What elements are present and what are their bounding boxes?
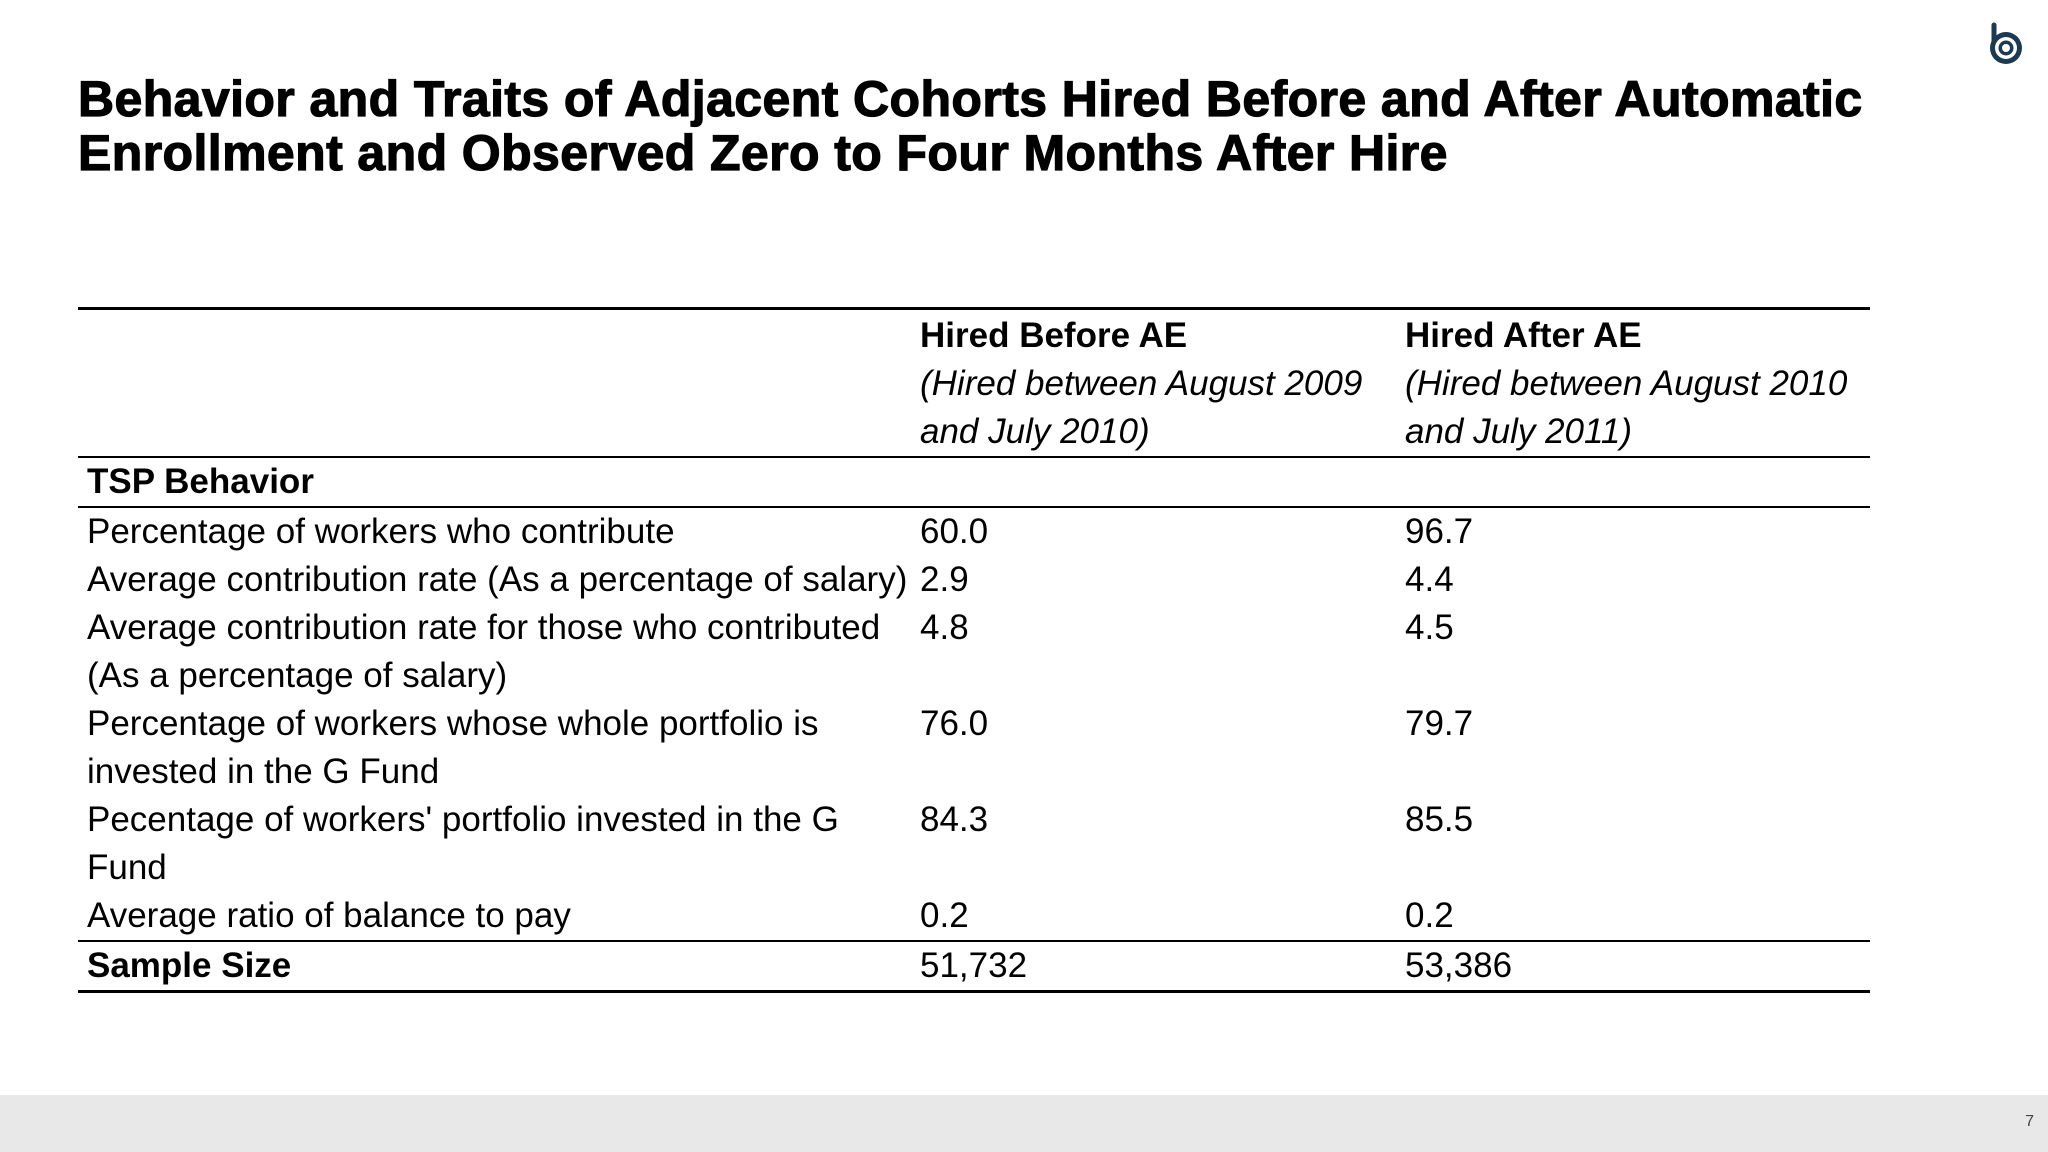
table-row [78,892,1870,941]
header-hired-before-subtitle: (Hired between August 2009 and July 2010) [920,364,1363,451]
row-value-after: 79.7 [1405,704,1474,743]
section-label: TSP Behavior [87,462,314,501]
header-hired-before [920,309,1405,458]
header-empty-cell [78,309,920,458]
brand-logo-icon [1986,22,2026,66]
row-value-before: 60.0 [920,512,989,551]
header-hired-after [1405,309,1870,458]
results-table [78,307,1870,993]
row-label: Percentage of workers who contribute [87,512,675,551]
sample-size-row [78,941,1870,992]
table-header-row [78,309,1870,458]
row-label: Average ratio of balance to pay [87,896,571,935]
row-value-before: 84.3 [920,800,989,839]
table-row [78,796,1870,892]
row-value-after: 85.5 [1405,800,1474,839]
row-label: Average contribution rate for those who contributed (As a percentage of salary) [87,608,881,695]
sample-size-before: 51,732 [920,946,1028,985]
table-row [78,556,1870,604]
row-value-before: 4.8 [920,608,969,647]
row-value-after: 4.5 [1405,608,1454,647]
row-value-after: 0.2 [1405,896,1454,935]
row-label: Percentage of workers whose whole portfolio is invested in the G Fund [87,704,819,791]
row-value-before: 76.0 [920,704,989,743]
row-value-after: 4.4 [1405,560,1454,599]
table-row [78,700,1870,796]
header-hired-after-subtitle: (Hired between August 2010 and July 2011) [1405,364,1848,451]
header-hired-before-title: Hired Before AE [920,316,1188,355]
table-row [78,507,1870,556]
footer-bar [0,1095,2048,1152]
sample-size-after: 53,386 [1405,946,1513,985]
row-value-before: 0.2 [920,896,969,935]
row-label: Average contribution rate (As a percentage of salary) [87,560,908,599]
section-row [78,457,1870,507]
row-label: Pecentage of workers' portfolio invested in the G Fund [87,800,839,887]
page-number: 7 [2025,1113,2034,1130]
table-row [78,604,1870,700]
sample-size-label: Sample Size [87,946,292,985]
row-value-before: 2.9 [920,560,969,599]
header-hired-after-title: Hired After AE [1405,316,1642,355]
row-value-after: 96.7 [1405,512,1474,551]
page-title: Behavior and Traits of Adjacent Cohorts Hired Before and After Automatic Enrollment and Observed Zero to Four Months After Hire [78,71,1863,181]
